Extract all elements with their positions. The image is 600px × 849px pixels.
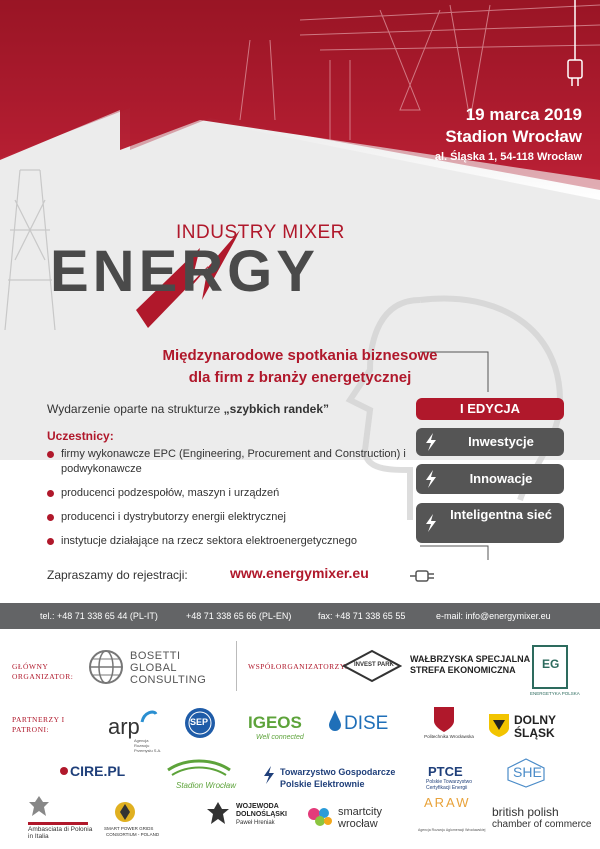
smartcity-dots-icon <box>306 806 334 828</box>
topic-box-innovations <box>416 464 564 494</box>
smartcity-line2: wrocław <box>338 818 378 830</box>
bosetti-logo: BOSETTI GLOBAL CONSULTING <box>130 650 207 686</box>
lightning-icon <box>424 514 438 532</box>
eg-subtitle: ENERGETYKA POLSKA <box>530 691 580 696</box>
wsse-line1: WAŁBRZYSKA SPECJALNA <box>410 654 531 664</box>
lightning-icon <box>424 470 438 488</box>
arp-logo: arp <box>108 714 140 739</box>
divider <box>236 641 237 691</box>
tge-line1: Towarzystwo Gospodarcze <box>280 767 396 777</box>
stadion-logo-shape <box>166 756 232 780</box>
tagline-prefix: Wydarzenie oparte na strukturze <box>47 402 224 416</box>
ambasciata-line1: Ambasciata di Polonia <box>28 826 93 833</box>
flag-stripe <box>28 822 88 825</box>
she-logo: SHE <box>513 764 542 780</box>
event-date: 19 marca 2019 <box>465 105 582 124</box>
co-organizers-label: WSPÓŁORGANIZATORZY: <box>248 662 348 671</box>
cire-logo: CIRE.PL <box>70 763 126 779</box>
list-item: producenci i dystrybutorzy energii elektrycznej <box>47 510 407 525</box>
contact-bar <box>0 603 600 629</box>
ambasciata-line2: in Italia <box>28 833 49 840</box>
fax: fax: +48 71 338 65 55 <box>318 611 406 621</box>
wojewoda-line3: Paweł Hreniak <box>236 820 275 826</box>
topic-label: Innowacje <box>469 471 533 486</box>
ptce-logo: PTCE <box>428 764 463 779</box>
email[interactable]: e-mail: info@energymixer.eu <box>436 611 551 621</box>
smart-power-grids-icon <box>112 800 138 824</box>
register-link[interactable]: www.energymixer.eu <box>230 565 369 581</box>
headline-line1: Międzynarodowe spotkania biznesowe <box>162 347 438 364</box>
topic-box-investments <box>416 428 564 456</box>
wojewoda-line2: DOLNOŚLĄSKI <box>236 811 287 818</box>
stadion-logo: Stadion Wrocław <box>176 781 237 790</box>
wojewoda-line1: WOJEWODA <box>236 803 279 810</box>
dise-logo: DISE <box>344 713 389 734</box>
wsse-line2: STREFA EKONOMICZNA <box>410 665 516 675</box>
tge-line2: Polskie Elektrownie <box>280 779 365 789</box>
dolny-slask-line2: ŚLĄSK <box>514 726 555 740</box>
participants-title: Uczestnicy: <box>47 429 114 443</box>
pwr-logo: Politechnika Wrocławska <box>424 734 474 739</box>
cire-dot-icon <box>60 767 68 775</box>
participants-list <box>47 447 407 558</box>
igeos-subtitle: Well connected <box>256 734 304 741</box>
polish-eagle-icon <box>28 794 50 820</box>
invest-park-logo: INVEST PARK <box>354 662 394 668</box>
eg-logo: EG <box>542 657 560 671</box>
list-item: firmy wykonawcze EPC (Engineering, Procurement and Construction) i podwykonawcze <box>47 447 407 477</box>
partners-label: PARTNERZY I PATRONI: <box>12 715 65 734</box>
headline-line2: dla firm z branży energetycznej <box>188 369 412 386</box>
tge-bolt-icon <box>262 766 276 784</box>
topic-box-smart-grid <box>416 503 564 543</box>
event-venue: Stadion Wrocław <box>445 127 582 146</box>
araw-subtitle: Agencja Rozwoju Aglomeracji Wrocławskiej <box>418 828 486 832</box>
event-info <box>435 104 582 166</box>
smart-power-grids-logo: SMART POWER GRIDS <box>104 826 154 831</box>
list-item: instytucje działające na rzecz sektora elektroenergetycznego <box>47 534 407 549</box>
phone-pl-en: +48 71 338 65 66 (PL-EN) <box>186 611 292 621</box>
smartcity-line1: smartcity <box>338 806 382 818</box>
event-address: al. Śląska 1, 54-118 Wrocław <box>434 151 582 163</box>
arp-swoosh-icon <box>140 708 158 726</box>
phone-pl-it: tel.: +48 71 338 65 44 (PL-IT) <box>40 611 158 621</box>
tagline-emphasis: „szybkich randek” <box>223 402 330 416</box>
edition-badge: I EDYCJA <box>416 398 564 420</box>
bpcc-line1: british polish <box>492 805 559 819</box>
logo-title: ENERGY <box>50 239 319 304</box>
ptce-subtitle-line2: Certyfikacji Energii <box>426 785 468 791</box>
lightning-icon <box>424 433 438 451</box>
arp-subtitle: Agencja Rozwoju Przemysłu S.A. <box>134 738 162 753</box>
topic-label: Inwestycje <box>468 434 534 449</box>
bosetti-globe-icon <box>86 648 126 686</box>
dise-drop-icon <box>328 710 342 732</box>
igeos-logo: IGEOS <box>248 713 302 732</box>
smart-power-grids-subtitle: CONSORTIUM - POLAND <box>106 832 160 837</box>
main-organizer-label: GŁÓWNY ORGANIZATOR: <box>12 662 74 681</box>
ptce-subtitle-line1: Polskie Towarzystwo <box>426 779 473 785</box>
list-item: producenci podzespołów, maszyn i urządzeń <box>47 486 407 501</box>
dolny-slask-line1: DOLNY <box>514 713 556 727</box>
dolny-slask-eagle-icon <box>488 712 510 738</box>
logo-subtitle: INDUSTRY MIXER <box>176 222 345 243</box>
register-label: Zapraszamy do rejestracji: <box>47 568 188 582</box>
wojewoda-eagle-icon <box>206 800 230 828</box>
eg-logo-box <box>532 645 568 689</box>
plug-icon <box>410 569 440 583</box>
topic-label: Inteligentna sieć <box>450 507 552 522</box>
pwr-crest-icon <box>432 705 456 733</box>
tagline <box>47 402 329 416</box>
araw-logo: ARAW <box>424 795 471 810</box>
bpcc-line2: chamber of commerce <box>492 819 592 830</box>
sep-logo: SEP <box>190 717 209 727</box>
